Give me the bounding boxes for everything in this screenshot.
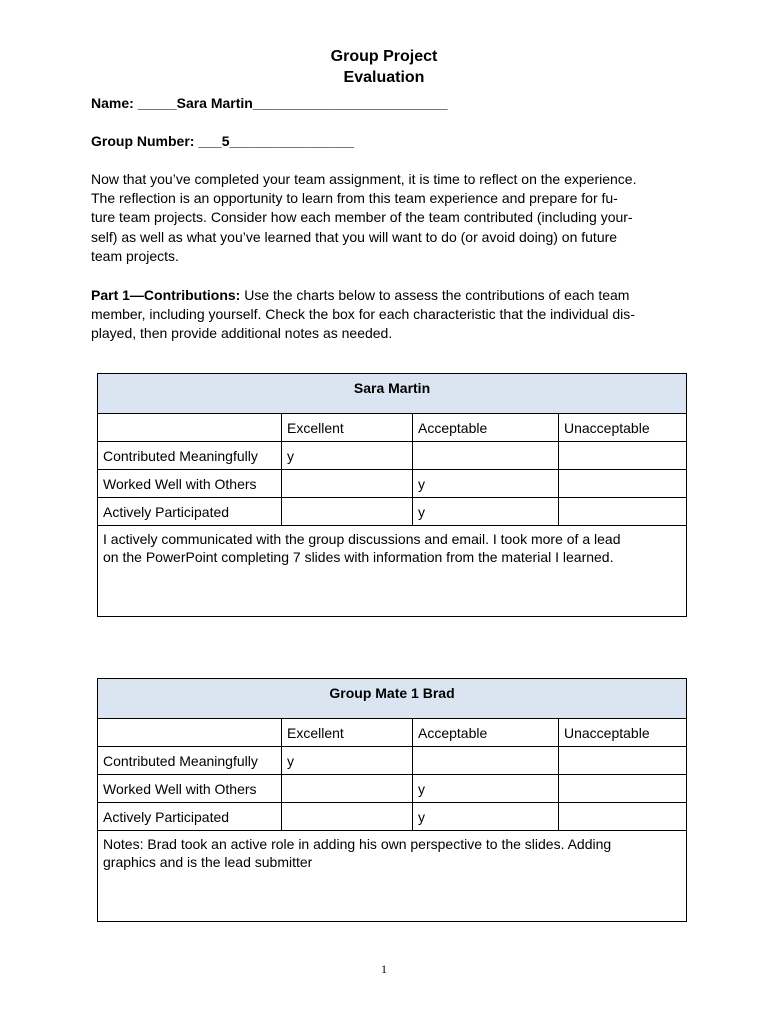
part1-line: member, including yourself. Check the box for each characteristic that the individual dis- xyxy=(91,306,635,323)
cell-unacceptable xyxy=(559,470,687,498)
page-number: 1 xyxy=(381,962,387,976)
column-header-acceptable: Acceptable xyxy=(413,414,559,442)
notes-cell xyxy=(98,526,687,617)
part1-heading: Part 1—Contributions: xyxy=(91,287,241,303)
cell-excellent xyxy=(282,498,413,526)
table-row xyxy=(98,498,687,526)
notes-line: graphics and is the lead submitter xyxy=(103,853,313,870)
cell-excellent xyxy=(282,803,413,831)
cell-excellent: y xyxy=(282,747,413,775)
row-label: Contributed Meaningfully xyxy=(98,442,282,470)
table-row xyxy=(98,803,687,831)
cell-acceptable: y xyxy=(413,803,559,831)
cell-excellent: y xyxy=(282,442,413,470)
column-header-empty xyxy=(98,719,282,747)
row-label: Actively Participated xyxy=(98,803,282,831)
intro-line: self) as well as what you’ve learned that you will want to do (or avoid doing) on future xyxy=(91,228,618,245)
cell-excellent xyxy=(282,775,413,803)
intro-line: team projects. xyxy=(91,247,179,264)
table-row xyxy=(98,775,687,803)
intro-line: Now that you’ve completed your team assignment, it is time to reflect on the experience. xyxy=(91,171,637,187)
row-label: Worked Well with Others xyxy=(98,470,282,498)
column-header-unacceptable: Unacceptable xyxy=(559,414,687,442)
cell-acceptable: y xyxy=(413,470,559,498)
cell-unacceptable xyxy=(559,498,687,526)
cell-acceptable: y xyxy=(413,775,559,803)
cell-acceptable: y xyxy=(413,498,559,526)
evaluation-table-self xyxy=(97,373,687,617)
evaluation-table-group-mate-1 xyxy=(97,678,687,922)
part1-paragraph xyxy=(91,286,691,344)
column-header-acceptable: Acceptable xyxy=(413,719,559,747)
cell-excellent xyxy=(282,470,413,498)
column-header-excellent: Excellent xyxy=(282,719,413,747)
part1-text: Use the charts below to assess the contributions of each team xyxy=(240,287,630,303)
table-row xyxy=(98,747,687,775)
notes-cell xyxy=(98,831,687,922)
table-header: Group Mate 1 Brad xyxy=(98,679,687,719)
column-header-empty xyxy=(98,414,282,442)
cell-acceptable xyxy=(413,747,559,775)
group-number-field: Group Number: ___5________________ xyxy=(91,133,355,149)
intro-line: ture team projects. Consider how each member of the team contributed (including your- xyxy=(91,209,633,226)
notes-line: Notes: Brad took an active role in adding his own perspective to the slides. Adding xyxy=(103,836,612,852)
table-header: Sara Martin xyxy=(98,374,687,414)
cell-unacceptable xyxy=(559,442,687,470)
notes-line: on the PowerPoint completing 7 slides with information from the material I learned. xyxy=(103,548,614,565)
cell-acceptable xyxy=(413,442,559,470)
row-label: Worked Well with Others xyxy=(98,775,282,803)
name-field: Name: _____Sara Martin_________________________ xyxy=(91,95,448,111)
cell-unacceptable xyxy=(559,803,687,831)
cell-unacceptable xyxy=(559,747,687,775)
page-title-line-1: Group Project xyxy=(330,48,438,65)
row-label: Actively Participated xyxy=(98,498,282,526)
page-title-line-2: Evaluation xyxy=(343,69,425,86)
table-row xyxy=(98,442,687,470)
intro-paragraph xyxy=(91,170,691,266)
notes-line: I actively communicated with the group discussions and email. I took more of a lead xyxy=(103,531,621,547)
intro-line: The reflection is an opportunity to learn from this team experience and prepare for fu- xyxy=(91,190,618,207)
column-header-unacceptable: Unacceptable xyxy=(559,719,687,747)
part1-line xyxy=(91,286,691,305)
row-label: Contributed Meaningfully xyxy=(98,747,282,775)
column-header-excellent: Excellent xyxy=(282,414,413,442)
table-row xyxy=(98,470,687,498)
part1-line: played, then provide additional notes as needed. xyxy=(91,325,393,342)
cell-unacceptable xyxy=(559,775,687,803)
